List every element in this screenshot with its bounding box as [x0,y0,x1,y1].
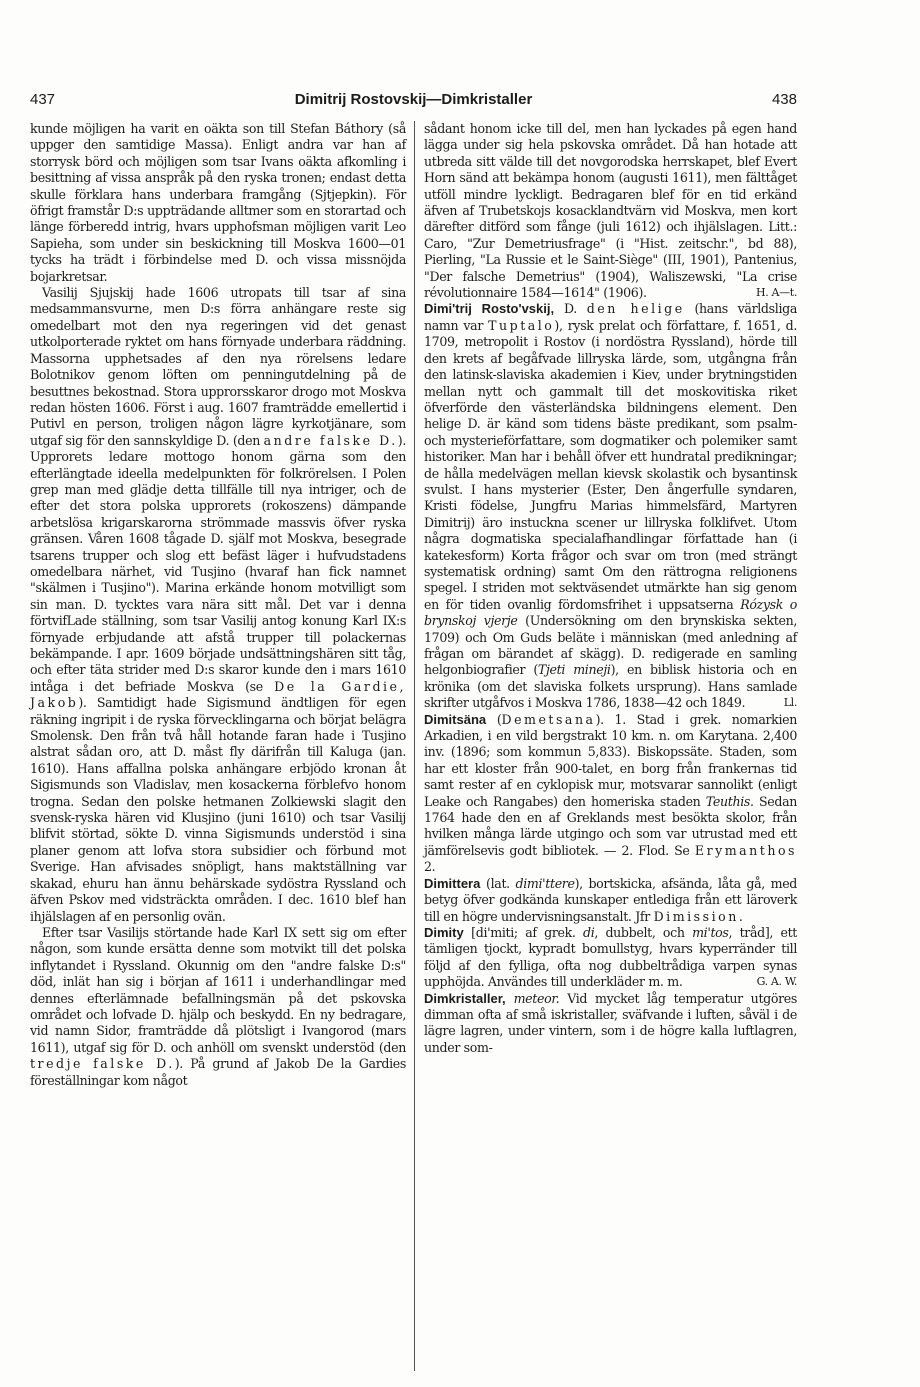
author-signature: H. A—t. [756,286,797,300]
text-run: ). Samtidigt hade Sigismund ändtligen för egen räkning ingripit i de ryska förvecklingarna och börjat belägra Smolensk. Den från två håll hotande faran hade i Tusjino alstrat sådan oro, att D. måst fly därifrån till Kaluga (jan. 1610). Hans affallna polska anhängare erbjödo kronan åt Sigismunds son Vladislav, men kosackerna förblefvo honom trogna. Sedan den polske hetmanen Zolkiewski slagit den svensk-ryska hären vid Klusjino (juni 1610) och tsar Vasilij blifvit störtad, sökte D. vinna Sigismunds understöd i sina planer genom att lofva stora subsidier och förbund mot Sverige. Han afvisades snöpligt, hans maktställning var skakad, ehuru han ännu behärskade sydöstra Ryssland och äfven Pskov med vidsträckta områden. I dec. 1610 blef han ihjälslagen af en personlig ovän. [30,695,406,924]
author-signature: G. A. W. [756,975,797,989]
running-head: Dimitrij Rostovskij—Dimkristaller [294,91,533,108]
column-divider [414,121,415,1371]
spaced-reference: tredje falske D. [30,1056,175,1072]
text-run: ). 1. Stad i grek. nomarkien Arkadien, i en vild bergstrakt 10 km. n. om Karytana. 2,400 inv. (1896; som kommun 5,833). Biskopssäte. Staden, som har ett kloster från 900-talet, en borg från frankernas tid samt rester af en cyklopisk mur, motsvarar sannolikt (enligt Leake och Rangabes) den homeriska staden [424,711,797,809]
text-run: ), bortskicka, afsända, låta gå, med betyg öfver godkända kunskaper entlediga från ett läroverk till en högre undervisningsanstalt. Jfr [424,875,798,924]
text-run: (lat. [486,875,510,891]
text-run: Vasilij Sjujskij hade 1606 utropats till tsar af sina medsammansvurne, men D:s förra anhängare reste sig omedelbart mot den nya regeringen vid det genast utkolporterade ryktet om hans förnyade underbara räddning. Massorna upphetsades af den nya rörelsens ledare Bolotnikov genom löften om penningutdelning på de besuttnes bekostnad. Stora upprorsskaror drogo mot Moskva redan hösten 1606. Först i aug. 1607 framträdde emellertid i Putivl en person, troligen någon lägre kyrkotjänare, som utgaf sig för den sannskyldige D. (den [30,285,406,448]
text-run: sådant honom icke till del, men han lyckades på egen hand lägga under sig hela pskovska området. Då han hotade att utbreda sitt välde till det novgorodska herrskapet, blef Evert Horn sänd att bekämpa honom (augusti 1611), men fälttåget utföll mindre lyckligt. Bedragaren blef för en tid erkänd äfven af Trubetskojs kosacklandtvärn vid Moskva, men kort därefter ditförd som fånge (juli 1612) och ihjälslagen. Litt.: Caro, "Zur Demetriusfrage" (i "Hist. zeitschr.", bd 88), Pierling, "La Russie et le Saint-Siège" (III, 1901), Pantenius, "Der falsche Demetrius" (1904), Waliszewski, "La crise révolutionnaire 1584—1614" (1906). [424,121,797,301]
text-run: [di'miti; af grek. [471,924,576,940]
italic-term: meteor. [513,990,560,1006]
spaced-text: Demetsana [501,711,596,727]
italic-term: di [582,924,595,940]
italic-title: Tjeti mineji [537,662,611,678]
author-signature: Ll. [783,696,797,710]
page-header [30,91,797,111]
paragraph-second-false-dmitry [30,285,406,925]
italic-title: Rózysk o brynskoj vjerje [424,596,797,629]
italic-title: Teuthis. [705,793,754,809]
text-run: ), en biblisk historia och en krönika (om det slaviska folkets ursprung). Hans samlade skrifter utgåfvos i Moskva 1786, 1838—42 och 1849. [424,662,797,711]
cross-reference: Dimission. [653,908,746,924]
spaced-text: Tuptalo [488,317,555,333]
cross-reference: De la Gardie, Jakob [30,678,406,711]
text-run: D. [563,301,577,317]
text-run: ( [496,711,502,727]
text-run: ). På grund af Jakob De la Gardies föreställningar kom något [30,1056,406,1088]
paragraph-origin: kunde möjligen ha varit en oäkta son till Stefan Báthory (så uppger den samtidige Massa). Enligt andra var han af storrysk börd och möjligen som tsar Ivans oäkta afkomling i besittning af vissa anspråk på den ryska tronen; endast detta skulle förklara hans underbara framgång (Sjtjepkin). För öfrigt framstår D:s uppträdande alltmer som en storartad och länge förberedd intrig, hvars upphofsman möjligen varit Leo Sapieha, som under sin beskickning till Moskva 1600—01 tycks ha trädt i förbindelse med D. och vissa missnöjda bojarkretsar. [30,121,406,284]
text-run: ). Upprorets ledare mottogo honom gärna som den efterlängtade ideella medelpunkten för folkrörelsen. I Polen grep man med glädje detta tillfälle till nya intriger, och de efter det stora polska upprorets (rokoszens) dämpande arbetslösa krigarskarorna strömmade massvis öfver ryska gränsen. Våren 1608 tågade D. själf mot Moskva, besegrade tsarens trupper och slog ett befäst läger i hufvudstadens omedelbara närhet, vid Tusjino (hvaraf han fick namnet "skälmen i Tusjino"). Marina erkände honom motvilligt som sin man. D. tycktes vara nära sitt mål. Det var i denna förtvifLade ställning, som tsar Vasilij antog konung Karl IX:s förnyade erbjudande att afstå trupper till polackernas bekämpande. I apr. 1609 började undsättningshären sitt tåg, och efter täta strider med D:s skaror kunde den i mars 1610 intåga i det befriade Moskva (se [30,432,406,694]
entry-headword: Dimkristaller, [424,990,506,1006]
entry-headword: Dimittera [424,875,481,891]
text-run: Vid mycket låg temperatur utgöres dimman ofta af små iskristaller, sväfvande i luften, såväl i de lägre lagren, under vintern, som i de högre kalla luftlagren, under som- [424,990,797,1055]
entry-dimitrij-rostovskij [424,301,797,711]
entry-dimity [424,925,797,991]
cross-reference: Erymanthos [694,842,797,858]
paragraph-continuation [424,121,797,301]
right-column [424,121,797,1056]
entry-dimittera [424,876,797,925]
spaced-reference: andre falske D. [263,432,398,448]
left-column [30,121,406,1089]
page-number-right: 438 [771,91,797,108]
text-run: (Undersökning om den brynskiska sekten, 1709) och Om Guds beläte i människan (med anledning af frågan om bärandet af skägg). D. redigerade en samling helgonbiografier ( [424,613,798,678]
text-run: Efter tsar Vasilijs störtande hade Karl IX sett sig om efter någon, som kunde ersätta denne som motvikt till det polska inflytandet i Ryssland. Okunnig om den "andre falske D:s" död, inlät han sig i början af 1611 i underhandlingar med dennes efterlämnade befallningsmän på det pskovska området och lofvade D. hjälp och beskydd. En ny bedragare, vid namn Sidor, framträdde då plötsligt i Ivangorod (mars 1611), utgaf sig för D. och anhöll om svenskt understöd (den [30,924,406,1055]
paragraph-third-false-dmitry [30,925,406,1089]
italic-term: dimi'ttere [515,875,575,891]
text-run: 2. [424,859,436,875]
text-run: Sedan 1764 hade den en af Greklands mest besökta skolor, från hvilken många lärde utgingo och som var utrustad med ett jämförelsevis godt bibliotek. — 2. Flod. Se [424,793,798,858]
text-run: (hans världsliga namn var [424,301,797,333]
entry-headword: Dimi'trij Rosto'vskij, [424,301,555,317]
page-number-left: 437 [30,91,56,108]
text-run: ), rysk prelat och författare, f. 1651, d. 1709, metropolit i Rostov (i nordöstra Ryssland), hörde till den krets af begåfvade lillryska lärde, som, utgångna från den latinsk-slaviska akademien i Kiev, under brytningstiden mellan nytt och gammalt till det moskovitiska riket öfverförde den västerländska bildningens element. Den helige D. är känd som tidens bäste predikant, som psalm- och mysterieförfattare, som dogmatiker och polemiker samt historiker. Man har i behåll öfver ett hundratal predikningar; de hålla medelvägen mellan kievsk skolastik och bysantinsk svulst. I hans mysterier (Ester, Den ångerfulle syndaren, Kristi födelse, Jungfru Marias himmelsfärd, Martyren Dimitrij) äro instuckna scener ur lillryska folklifvet. Utom några dogmatiska specialafhandlingar författade han (i katekesform) Korta frågor och svar om tron (med strängt systematisk ordning) samt Om den rättrogna religionens spegel. I striden mot sektväsendet utmärkte han sig genom en för tiden ovanlig fördomsfrihet i uppsatserna [424,317,797,612]
italic-term: mi'tos [692,924,729,940]
text-run: , tråd], ett tämligen tjockt, kypradt bomullstyg, hvars kyperränder till följd af den fylliga, ofta nog dubbeltrådiga varpen synas upphöjda. Användes till underkläder m. m. [424,924,798,990]
spaced-text: den helige [586,301,685,317]
text-run: , dubbelt, och [594,924,685,940]
entry-dimitsana [424,712,797,876]
entry-headword: Dimity [424,924,464,940]
entry-headword: Dimitsäna [424,711,487,727]
entry-dimkristaller [424,991,797,1057]
